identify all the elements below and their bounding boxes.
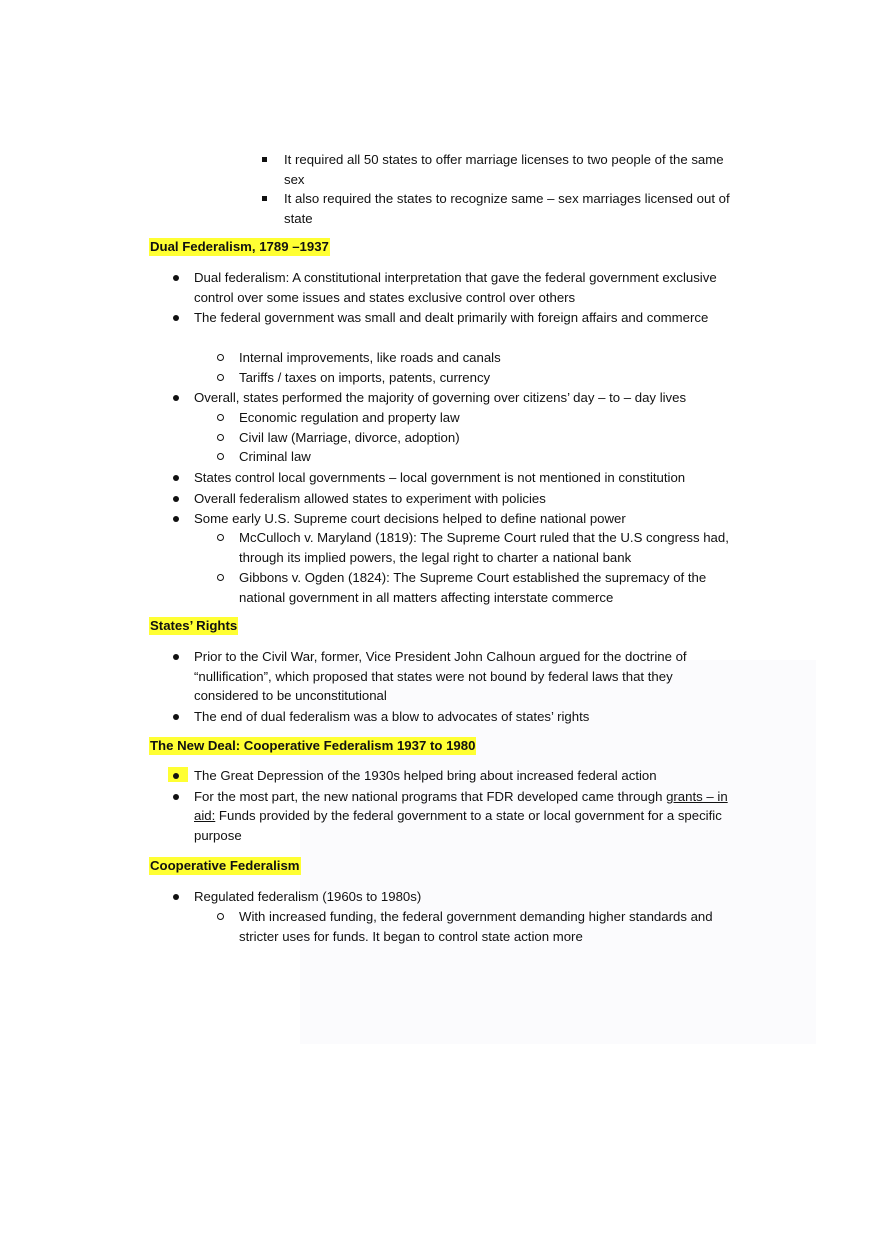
circle-bullet-icon xyxy=(217,453,224,460)
bullet-icon xyxy=(173,275,179,281)
square-bullet-icon xyxy=(262,196,267,201)
circle-bullet-icon xyxy=(217,354,224,361)
circle-bullet-icon xyxy=(217,434,224,441)
list-item: Overall federalism allowed states to experiment with policies xyxy=(194,489,754,509)
list-item: Tariffs / taxes on imports, patents, currency xyxy=(239,368,739,388)
section-heading-new-deal: The New Deal: Cooperative Federalism 1937 to 1980 xyxy=(150,738,476,753)
dual-items-c xyxy=(194,468,754,529)
bullet-icon xyxy=(173,315,179,321)
top-bullet-list xyxy=(284,150,734,228)
dual-subitems-cases xyxy=(239,528,729,607)
bullet-icon xyxy=(173,794,179,800)
list-item: Prior to the Civil War, former, Vice President John Calhoun argued for the doctrine of “nullification”, which proposed that states were not bound by federal laws that they considered to be unconstitutional xyxy=(194,647,724,706)
circle-bullet-icon xyxy=(217,414,224,421)
bullet-icon xyxy=(173,516,179,522)
circle-bullet-icon xyxy=(217,534,224,541)
list-item: Civil law (Marriage, divorce, adoption) xyxy=(239,428,739,448)
grants-in-aid-term: grants – in aid: xyxy=(194,788,728,824)
list-item: Criminal law xyxy=(239,447,739,467)
circle-bullet-icon xyxy=(217,374,224,381)
section-heading-dual-federalism: Dual Federalism, 1789 –1937 xyxy=(150,239,329,254)
list-item: For the most part, the new national programs that FDR developed came through grants – in aid: Funds provided by the federal government to a state or local government for a specific purpose xyxy=(194,787,734,846)
list-item: Internal improvements, like roads and canals xyxy=(239,348,739,368)
list-item: McCulloch v. Maryland (1819): The Supreme Court ruled that the U.S congress had, through its implied powers, the legal right to charter a national bank xyxy=(239,528,729,567)
list-item: Dual federalism: A constitutional interpretation that gave the federal government exclusive control over some issues and states exclusive control over others xyxy=(194,268,734,307)
dual-item-governing xyxy=(194,388,754,408)
list-item: Gibbons v. Ogden (1824): The Supreme Court established the supremacy of the national government in all matters affecting interstate commerce xyxy=(239,568,729,607)
dual-subitems-b xyxy=(239,408,739,467)
bullet-icon xyxy=(173,714,179,720)
bullet-icon xyxy=(173,395,179,401)
cooperative-subitems xyxy=(239,907,719,946)
bullet-icon xyxy=(173,654,179,660)
circle-bullet-icon xyxy=(217,574,224,581)
list-item: The Great Depression of the 1930s helped bring about increased federal action xyxy=(194,766,734,786)
states-rights-list xyxy=(194,647,724,726)
dual-subitems-a xyxy=(239,348,739,387)
square-bullet-icon xyxy=(262,157,267,162)
new-deal-list xyxy=(194,766,734,845)
list-item: Some early U.S. Supreme court decisions helped to define national power xyxy=(194,509,754,529)
list-item: Economic regulation and property law xyxy=(239,408,739,428)
list-item: Overall, states performed the majority of governing over citizens’ day – to – day lives xyxy=(194,388,754,408)
bullet-icon xyxy=(173,475,179,481)
list-item: Regulated federalism (1960s to 1980s) xyxy=(194,887,734,907)
list-item: The end of dual federalism was a blow to advocates of states’ rights xyxy=(194,707,724,727)
bullet-icon xyxy=(173,496,179,502)
list-item: With increased funding, the federal government demanding higher standards and stricter uses for funds. It began to control state action more xyxy=(239,907,719,946)
list-item: It also required the states to recognize same – sex marriages licensed out of state xyxy=(284,189,734,228)
bullet-icon xyxy=(173,773,179,779)
list-item: States control local governments – local government is not mentioned in constitution xyxy=(194,468,754,488)
cooperative-list xyxy=(194,887,734,907)
list-item: The federal government was small and dealt primarily with foreign affairs and commerce xyxy=(194,308,734,328)
section-heading-cooperative-federalism: Cooperative Federalism xyxy=(150,858,300,873)
bullet-icon xyxy=(173,894,179,900)
list-item: It required all 50 states to offer marriage licenses to two people of the same sex xyxy=(284,150,734,189)
dual-federalism-list xyxy=(194,268,734,328)
circle-bullet-icon xyxy=(217,913,224,920)
section-heading-states-rights: States’ Rights xyxy=(150,618,238,633)
